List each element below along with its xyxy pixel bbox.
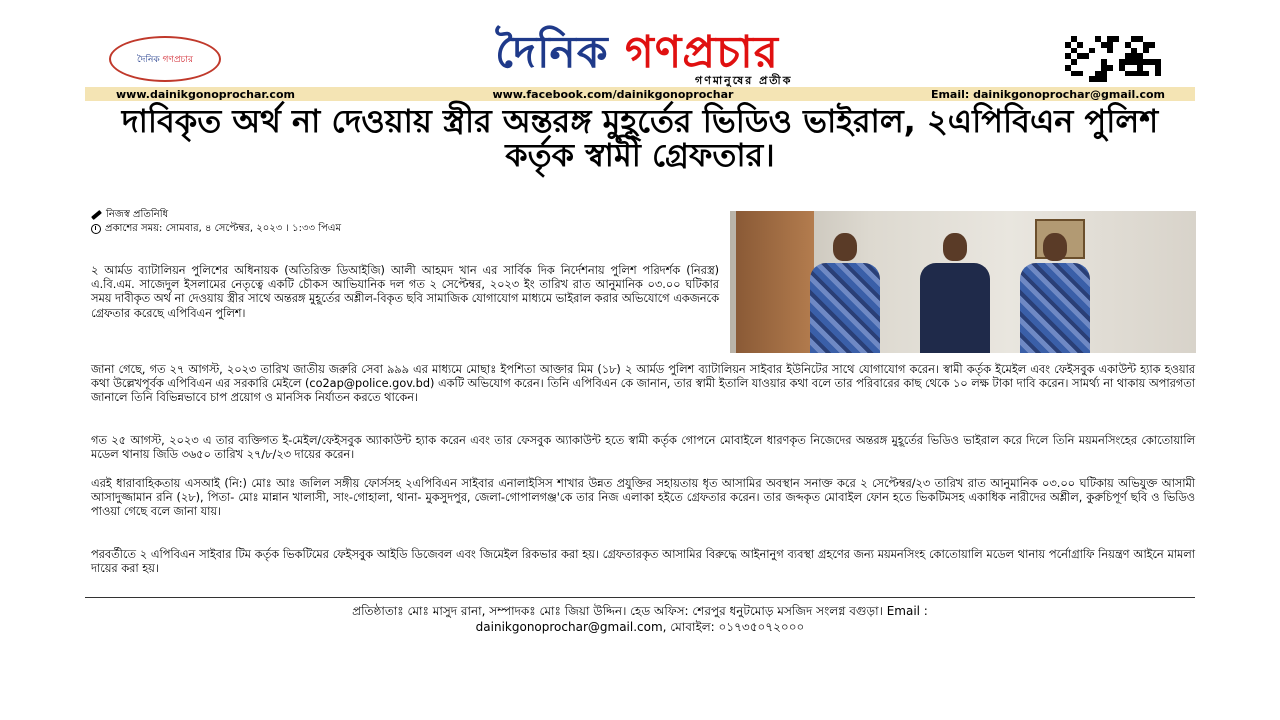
paragraph: ২ আর্মড ব্যাটালিয়ন পুলিশের অধিনায়ক (অতিরিক্ত ডিআইজি) আলী আহমদ খান এর সার্বিক দিক নির্দেশনায় পুলিশ পরিদর্শক (নিরস্ত্র) এ.বি.এম. সাজেদুল ইসলামের নেতৃত্বে একটি চৌকস আভিযানিক দল গত ২ সেপ্টেম্বর, ২০২৩ ইং তারিখ রাত আনুমানিক ০৩.০০ ঘটিকার সময় দাবীকৃত অর্থ না দেওয়ায় স্ত্রীর সাথে অন্তরঙ্গ মুহূর্তের অশ্লীল-বিকৃত ছবি সামাজিক যোগাযোগ মাধ্যমে ভাইরাল করার অভিযোগে একজনকে গ্রেফতার করেছে এপিবিএন পুলিশ। <box>91 264 719 320</box>
officer-left <box>810 233 880 353</box>
clock-icon <box>91 224 101 234</box>
facebook-link[interactable]: www.facebook.com/dainikgonoprochar <box>492 87 734 101</box>
footer-line-2: dainikgonoprochar@gmail.com, মোবাইল: ০১৭৩৫০৭২০০০ <box>475 620 805 634</box>
logo-text-blue: দৈনিক <box>137 54 160 65</box>
contact-bar <box>85 87 1195 101</box>
paragraph: পরবর্তীতে ২ এপিবিএন সাইবার টিম কর্তৃক ভিকটিমের ফেইসবুক আইডি ডিজেবল এবং জিমেইল রিকভার করা হয়। গ্রেফতারকৃত আসামির বিরুদ্ধে আইনানুগ ব্যবস্থা গ্রহণের জন্য ময়মনসিংহ কোতোয়ালি মডেল থানায় পর্নোগ্রাফি নিয়ন্ত্রণ আইনে মামলা দায়ের করা হয়। <box>91 548 1195 576</box>
author: নিজস্ব প্রতিনিধি <box>106 209 169 220</box>
publish-time: প্রকাশের সময়: সোমবার, ৪ সেপ্টেম্বর, ২০২৩ । ১:৩৩ পিএম <box>105 223 342 234</box>
footer-divider <box>85 597 1195 598</box>
article-meta <box>91 208 341 236</box>
tagline: গণমানুষের প্রতীক <box>695 74 793 87</box>
footer-line-1: প্রতিষ্ঠাতাঃ মোঃ মাসুদ রানা, সম্পাদকঃ মোঃ জিয়া উদ্দিন। হেড অফিস: শেরপুর ধনুটমোড় মসজিদ সংলগ্ন বগুড়া। Email : <box>352 604 928 618</box>
article-headline: দাবিকৃত অর্থ না দেওয়ায় স্ত্রীর অন্তরঙ্গ মুহূর্তের ভিডিও ভাইরাল, ২এপিবিএন পুলিশ কর্তৃক স্বামী গ্রেফতার। <box>121 102 1159 174</box>
title-blue: দৈনিক <box>495 27 609 78</box>
website-link[interactable]: www.dainikgonoprochar.com <box>116 87 295 101</box>
masthead-title <box>317 28 957 78</box>
title-red: গণপ্রচার <box>624 27 779 78</box>
email-link[interactable]: Email: dainikgonoprochar@gmail.com <box>930 87 1165 101</box>
pen-icon <box>91 210 102 220</box>
paragraph: গত ২৫ আগস্ট, ২০২৩ এ তার ব্যক্তিগত ই-মেইল/ফেইসবুক অ্যাকাউন্ট হ্যাক করেন এবং তার ফেসবুক অ্যাকাউন্ট হতে স্বামী কর্তৃক গোপনে মোবাইলে ধারণকৃত নিজেদের অন্তরঙ্গ মুহূর্তের ভিডিও ভাইরাল করে দিলে তিনি ময়মনসিংহের কোতোয়ালি মডেল থানায় জিডি ৩৬৫০ তারিখ ২৭/৮/২৩ দায়ের করেন। <box>91 434 1195 462</box>
newspaper-page <box>85 0 1195 720</box>
officer-right <box>1020 233 1090 353</box>
masthead <box>85 0 1195 86</box>
footer <box>125 603 1155 635</box>
paragraph: এরই ধারাবাহিকতায় এসআই (নি:) মোঃ আঃ জলিল সঙ্গীয় ফোর্সসহ ২এপিবিএন সাইবার এনালাইসিস শাখার উন্নত প্রযুক্তির সহায়তায় ধৃত আসামির অবস্থান সনাক্ত করে ২ সেপ্টেম্বর/২৩ তারিখ রাত আনুমানিক ০৩.০০ ঘটিকায় অভিযুক্ত আসামী আসাদুজ্জামান রনি (২৮), পিতা- মোঃ মান্নান খালাসী, সাং-গোহালা, থানা- মুকসুদপুর, জেলা-গোপালগঞ্জ'কে তার নিজ এলাকা হইতে গ্রেফতার করেন। তার জব্দকৃত মোবাইল ফোন হতে ভিকটিমসহ একাধিক নারীদের অশ্লীল, কুরুচিপূর্ণ ছবি ও ভিডিও পাওয়া গেছে বলে জানা যায়। <box>91 477 1195 519</box>
article-photo <box>730 211 1196 353</box>
logo-text-red: গণপ্রচার <box>162 54 193 65</box>
qr-code-icon <box>1065 36 1161 82</box>
door-graphic <box>736 211 814 353</box>
accused-person <box>920 233 990 353</box>
newspaper-logo <box>109 36 221 82</box>
paragraph: জানা গেছে, গত ২৭ আগস্ট, ২০২৩ তারিখ জাতীয় জরুরি সেবা ৯৯৯ এর মাধ্যমে মোছাঃ ইপশিতা আক্তার মিম (১৮) ২ আর্মড পুলিশ ব্যাটালিয়ন সাইবার ইউনিটের সাথে যোগাযোগ করেন। স্বামী কর্তৃক ইমেইল এবং ফেইসবুক একাউন্ট হ্যাক হওয়ার কথা উল্লেখপূর্বক এপিবিএন এর সরকারি মেইলে (co2ap@police.gov.bd) একটি অভিযোগ করেন। তিনি এপিবিএন কে জানান, তার স্বামী ইতালি যাওয়ার কথা বলে তার পরিবারের কাছ থেকে ১০ লক্ষ টাকা দাবি করেন। সামর্থ্য না থাকায় অপারগতা জানালে তিনি বিভিন্নভাবে চাপ প্রয়োগ ও মানসিক নির্যাতন করতে থাকেন। <box>91 363 1195 405</box>
